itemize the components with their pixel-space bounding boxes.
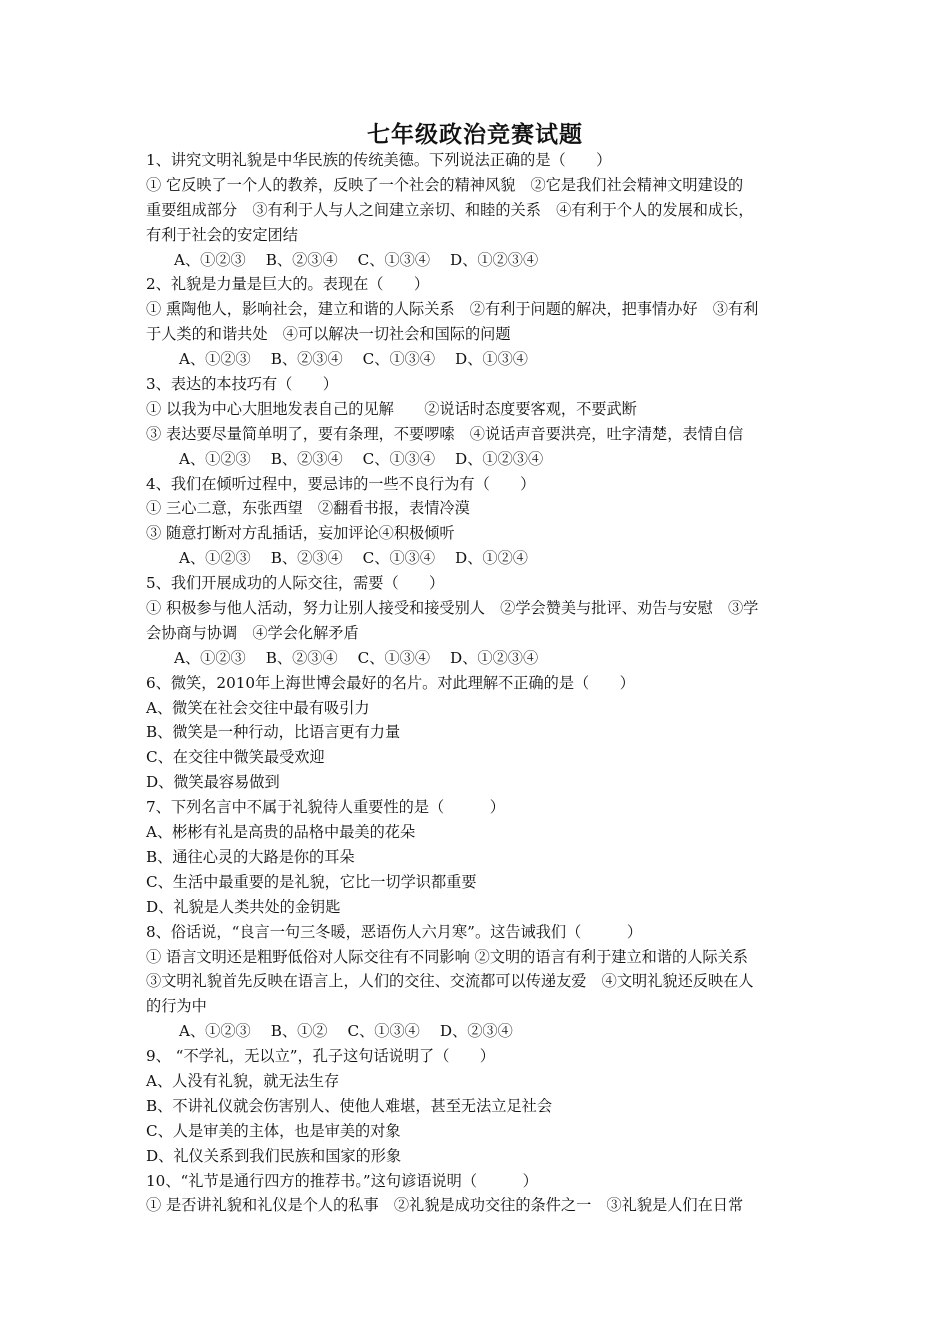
statement-line: ① 积极参与他人活动，努力让别人接受和接受别人 ②学会赞美与批评、劝告与安慰 ③学 [146,599,759,618]
statement-line: 的行为中 [146,997,207,1016]
page-title: 七年级政治竞赛试题 [367,121,583,148]
statement-line: ③文明礼貌首先反映在语言上，人们的交往、交流都可以传递友爱 ④文明礼貌还反映在人 [146,972,754,991]
question-stem: 3、表达的本技巧有（ ） [146,375,338,394]
question-stem: 8、俗话说，“良言一句三冬暖，恶语伤人六月寒”。这告诫我们（ ） [146,922,643,941]
question-stem: 2、礼貌是力量是巨大的。表现在（ ） [146,275,430,294]
statement-line: 有利于社会的安定团结 [146,225,298,244]
statement-line: 会协商与协调 ④学会化解矛盾 [146,623,359,642]
statement-line: ① 熏陶他人，影响社会，建立和谐的人际关系 ②有利于问题的解决，把事情办好 ③有利 [146,300,759,319]
statement-line: ① 是否讲礼貌和礼仪是个人的私事 ②礼貌是成功交往的条件之一 ③礼貌是人们在日常 [146,1196,744,1215]
answer-options: A、①②③ B、②③④ C、①③④ D、①②③④ [174,648,539,667]
choice-line: C、生活中最重要的是礼貌，它比一切学识都重要 [146,872,477,891]
answer-options: A、①②③ B、②③④ C、①③④ D、①②③④ [174,250,539,269]
choice-line: B、微笑是一种行动，比语言更有力量 [146,723,401,742]
answer-options: A、①②③ B、②③④ C、①③④ D、①②④ [179,549,528,568]
choice-line: D、礼仪关系到我们民族和国家的形象 [146,1146,402,1165]
answer-options: A、①②③ B、②③④ C、①③④ D、①②③④ [179,449,544,468]
statement-line: ① 语言文明还是粗野低俗对人际交往有不同影响 ②文明的语言有利于建立和谐的人际关系 [146,947,748,966]
statement-line: ③ 随意打断对方乱插话，妄加评论④积极倾听 [146,524,455,543]
question-stem: 5、我们开展成功的人际交往，需要（ ） [146,574,445,593]
choice-line: B、不讲礼仪就会伤害别人、使他人难堪，甚至无法立足社会 [146,1096,553,1115]
choice-line: A、人没有礼貌，就无法生存 [146,1071,340,1090]
choice-line: A、微笑在社会交往中最有吸引力 [146,698,370,717]
statement-line: ① 它反映了一个人的教养，反映了一个社会的精神风貌 ②它是我们社会精神文明建设的 [146,175,744,194]
choice-line: A、彬彬有礼是高贵的品格中最美的花朵 [146,823,416,842]
question-body [146,148,810,1218]
question-stem: 9、 “不学礼，无以立”，孔子这句话说明了（ ） [146,1047,495,1066]
answer-options: A、①②③ B、②③④ C、①③④ D、①③④ [179,350,528,369]
choice-line: C、人是审美的主体，也是审美的对象 [146,1121,401,1140]
question-stem: 6、微笑，2010年上海世博会最好的名片。对此理解不正确的是（ ） [146,673,635,692]
choice-line: C、在交往中微笑最受欢迎 [146,748,325,767]
choice-line: B、通往心灵的大路是你的耳朵 [146,847,355,866]
statement-line: ① 以我为中心大胆地发表自己的见解 ②说话时态度要客观，不要武断 [146,399,637,418]
statement-line: 于人类的和谐共处 ④可以解决一切社会和国际的问题 [146,325,511,344]
choice-line: D、微笑最容易做到 [146,773,280,792]
statement-line: ① 三心二意，东张西望 ②翻看书报，表情冷漠 [146,499,470,518]
question-stem: 1、讲究文明礼貌是中华民族的传统美德。下列说法正确的是（ ） [146,151,612,169]
question-stem: 4、我们在倾听过程中，要忌讳的一些不良行为有（ ） [146,474,536,493]
statement-line: 重要组成部分 ③有利于人与人之间建立亲切、和睦的关系 ④有利于个人的发展和成长， [146,200,754,219]
statement-line: ③ 表达要尽量简单明了，要有条理，不要啰嗦 ④说话声音要洪亮，吐字清楚，表情自信 [146,424,744,443]
question-stem: 7、下列名言中不属于礼貌待人重要性的是（ ） [146,798,505,817]
choice-line: D、礼貌是人类共处的金钥匙 [146,897,341,916]
answer-options: A、①②③ B、①② C、①③④ D、②③④ [179,1022,513,1041]
question-stem: 10、“礼节是通行四方的推荐书。”这句谚语说明（ ） [146,1171,538,1190]
